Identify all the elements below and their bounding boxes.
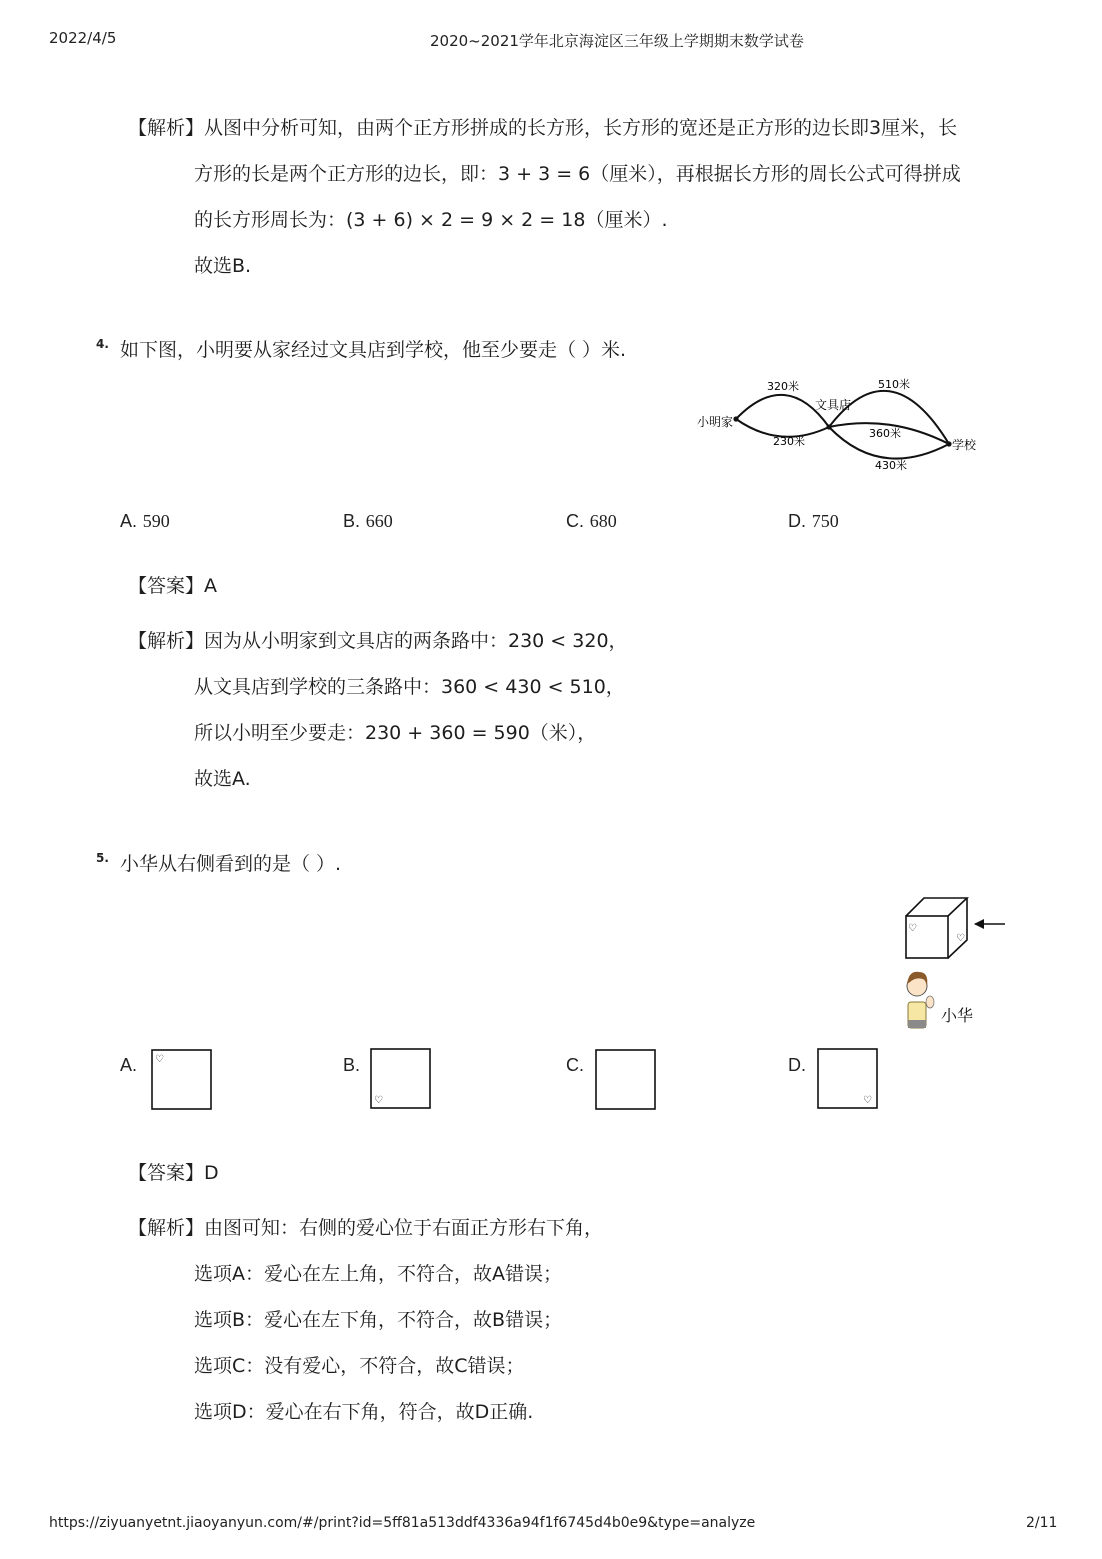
q3-analysis-line-4: 故选B. — [194, 255, 252, 277]
label-360: 360米 — [869, 427, 901, 440]
q5-option-c[interactable]: C. — [566, 1055, 584, 1075]
home-label: 小明家 — [697, 415, 734, 429]
person-icon — [907, 972, 934, 1028]
person-label: 小华 — [941, 1006, 974, 1025]
q5-option-c-square — [594, 1048, 658, 1111]
front-heart-icon: ♡ — [908, 923, 917, 934]
q5-option-b-square — [369, 1047, 433, 1110]
view-arrow-icon — [974, 919, 1005, 929]
q4-analysis-line-3: 所以小明至少要走：230 + 360 = 590（米）， — [194, 722, 597, 744]
q5-analysis-line-5: 选项D：爱心在右下角，符合，故D正确. — [194, 1401, 534, 1423]
q5-answer: 【答案】D — [128, 1162, 219, 1184]
page-number: 2/11 — [1026, 1515, 1058, 1531]
q5-analysis-line-1: 【解析】由图可知：右侧的爱心位于右面正方形右下角， — [128, 1217, 604, 1239]
q3-analysis-line-3: 的长方形周长为：(3 + 6) × 2 = 9 × 2 = 18（厘米）. — [194, 209, 668, 231]
school-dot — [946, 441, 951, 446]
label-320: 320米 — [767, 380, 799, 393]
q5-question: 小华从右侧看到的是（ ）. — [120, 853, 342, 875]
store-label: 文具店 — [815, 398, 852, 412]
q4-analysis-line-4: 故选A. — [194, 768, 251, 790]
q5-option-a[interactable]: A. — [120, 1055, 138, 1075]
label-510: 510米 — [878, 378, 910, 391]
q4-option-a[interactable]: A. 590 — [120, 511, 170, 531]
print-date: 2022/4/5 — [49, 29, 117, 47]
heart-icon: ♡ — [155, 1054, 164, 1065]
q4-option-d[interactable]: D. 750 — [788, 511, 839, 531]
q5-number: 5. — [96, 851, 109, 865]
q4-analysis-line-2: 从文具店到学校的三条路中：360 < 430 < 510， — [194, 676, 625, 698]
q4-question: 如下图，小明要从家经过文具店到学校，他至少要走（ ）米. — [120, 339, 627, 361]
school-label: 学校 — [952, 438, 977, 452]
q4-answer: 【答案】A — [128, 575, 217, 597]
q4-option-c[interactable]: C. 680 — [566, 511, 617, 531]
q5-analysis-line-2: 选项A：爱心在左上角，不符合，故A错误； — [194, 1263, 562, 1285]
document-title: 2020~2021学年北京海淀区三年级上学期期末数学试卷 — [430, 32, 804, 50]
cube-view-figure — [895, 890, 1015, 1035]
q5-option-a-square — [150, 1048, 214, 1111]
q4-option-b[interactable]: B. 660 — [343, 511, 393, 531]
store-dot — [826, 424, 831, 429]
q5-analysis-line-4: 选项C：没有爱心，不符合，故C错误； — [194, 1355, 525, 1377]
page-url: https://ziyuanyetnt.jiaoyanyun.com/#/print?id=5ff81a513ddf4336a94f1f6745d4b0e9&type=analyze — [49, 1515, 756, 1531]
side-heart-icon: ♡ — [956, 933, 965, 944]
label-430: 430米 — [875, 459, 907, 472]
q5-option-b[interactable]: B. — [343, 1055, 361, 1075]
q5-option-d[interactable]: D. — [788, 1055, 806, 1075]
q4-number: 4. — [96, 337, 109, 351]
heart-icon: ♡ — [863, 1095, 872, 1106]
q3-analysis-line-2: 方形的长是两个正方形的边长，即：3 + 3 = 6（厘米），再根据长方形的周长公式可得拼成 — [194, 163, 961, 185]
q5-option-d-square — [816, 1047, 880, 1110]
label-230: 230米 — [773, 435, 805, 448]
heart-icon: ♡ — [374, 1095, 383, 1106]
q5-analysis-line-3: 选项B：爱心在左下角，不符合，故B错误； — [194, 1309, 563, 1331]
q4-analysis-line-1: 【解析】因为从小明家到文具店的两条路中：230 < 320， — [128, 630, 628, 652]
route-map-figure — [690, 372, 990, 477]
home-dot — [733, 416, 738, 421]
q3-analysis-line-1: 【解析】从图中分析可知，由两个正方形拼成的长方形，长方形的宽还是正方形的边长即3厘米，长 — [128, 117, 958, 139]
